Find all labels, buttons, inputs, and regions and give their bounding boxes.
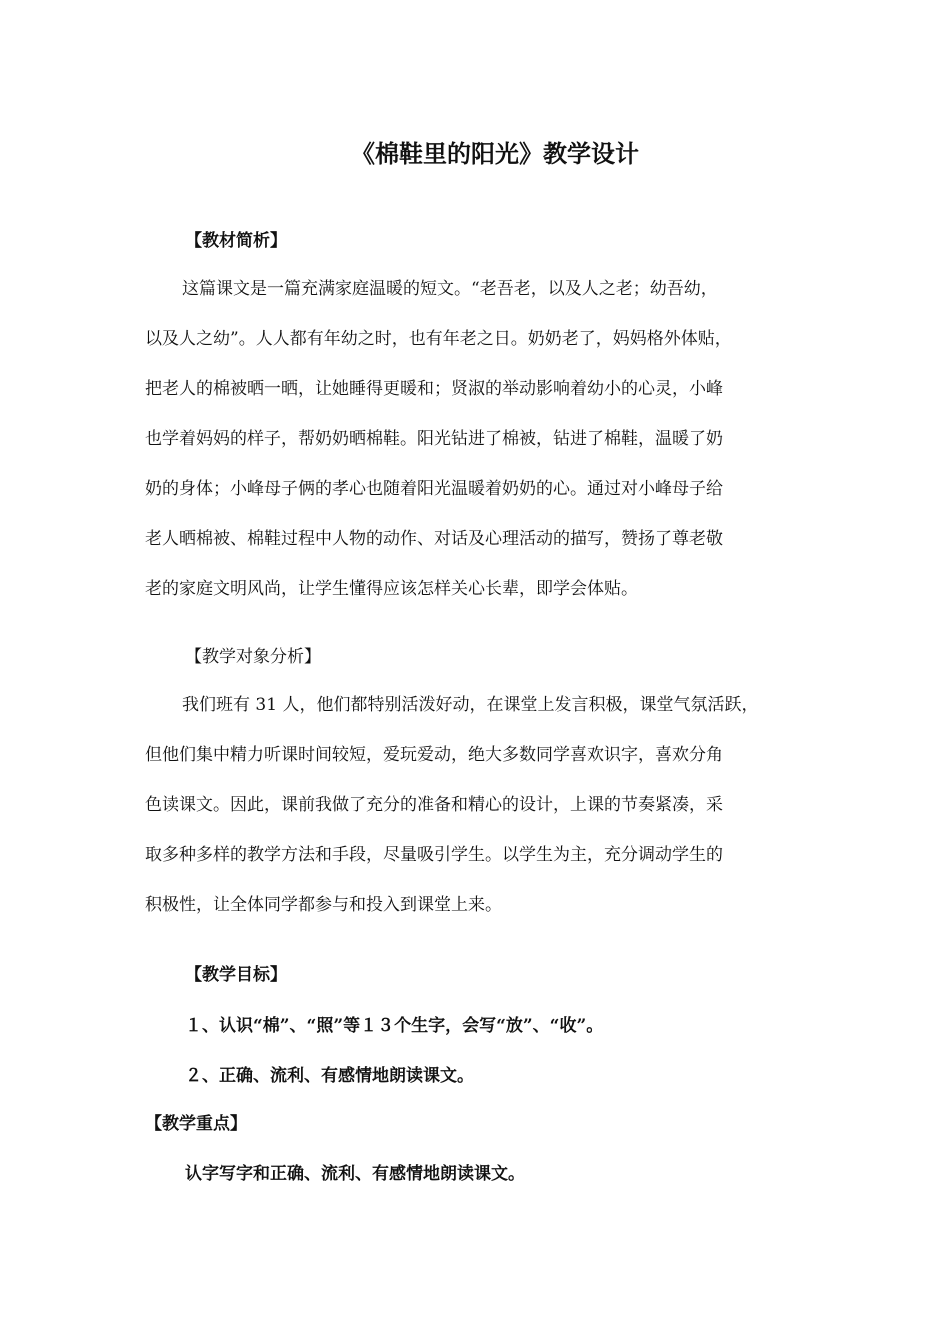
paragraph-line: 奶的身体；小峰母子俩的孝心也随着阳光温暖着奶奶的心。通过对小峰母子给 (145, 479, 723, 499)
paragraph-line: 也学着妈妈的样子，帮奶奶晒棉鞋。阳光钻进了棉被，钻进了棉鞋，温暖了奶 (145, 429, 723, 449)
key-points-text: 认字写字和正确、流利、有感情地朗读课文。 (185, 1164, 525, 1184)
paragraph-line: 色读课文。因此，课前我做了充分的准备和精心的设计，上课的节奏紧凑，采 (145, 795, 723, 815)
goal-item: １、认识“棉”、“照”等１３个生字，会写“放”、“收”。 (185, 1016, 604, 1036)
paragraph-line: 取多种多样的教学方法和手段，尽量吸引学生。以学生为主，充分调动学生的 (145, 845, 723, 865)
section-heading-material: 【教材简析】 (185, 231, 287, 251)
goal-item: ２、正确、流利、有感情地朗读课文。 (185, 1066, 474, 1086)
paragraph-line: 老人晒棉被、棉鞋过程中人物的动作、对话及心理活动的描写，赞扬了尊老敬 (145, 529, 723, 549)
paragraph-line: 我们班有 31 人，他们都特别活泼好动，在课堂上发言积极，课堂气氛活跃， (182, 695, 759, 715)
paragraph-line: 但他们集中精力听课时间较短，爱玩爱动，绝大多数同学喜欢识字，喜欢分角 (145, 745, 723, 765)
paragraph-line: 积极性，让全体同学都参与和投入到课堂上来。 (145, 895, 502, 915)
paragraph-line: 把老人的棉被晒一晒，让她睡得更暖和；贤淑的举动影响着幼小的心灵，小峰 (145, 379, 723, 399)
section-body-students (145, 680, 825, 930)
paragraph-line: 这篇课文是一篇充满家庭温暖的短文。“老吾老，以及人之老；幼吾幼， (182, 279, 718, 299)
section-heading-key-points: 【教学重点】 (145, 1114, 247, 1134)
paragraph-line: 老的家庭文明风尚，让学生懂得应该怎样关心长辈，即学会体贴。 (145, 579, 638, 599)
paragraph-line: 以及人之幼”。人人都有年幼之时，也有年老之日。奶奶老了，妈妈格外体贴， (145, 329, 732, 349)
section-heading-students: 【教学对象分析】 (185, 647, 321, 667)
section-body-material (145, 264, 825, 614)
document-title: 《棉鞋里的阳光》教学设计 (351, 139, 639, 168)
section-heading-goals: 【教学目标】 (185, 965, 287, 985)
